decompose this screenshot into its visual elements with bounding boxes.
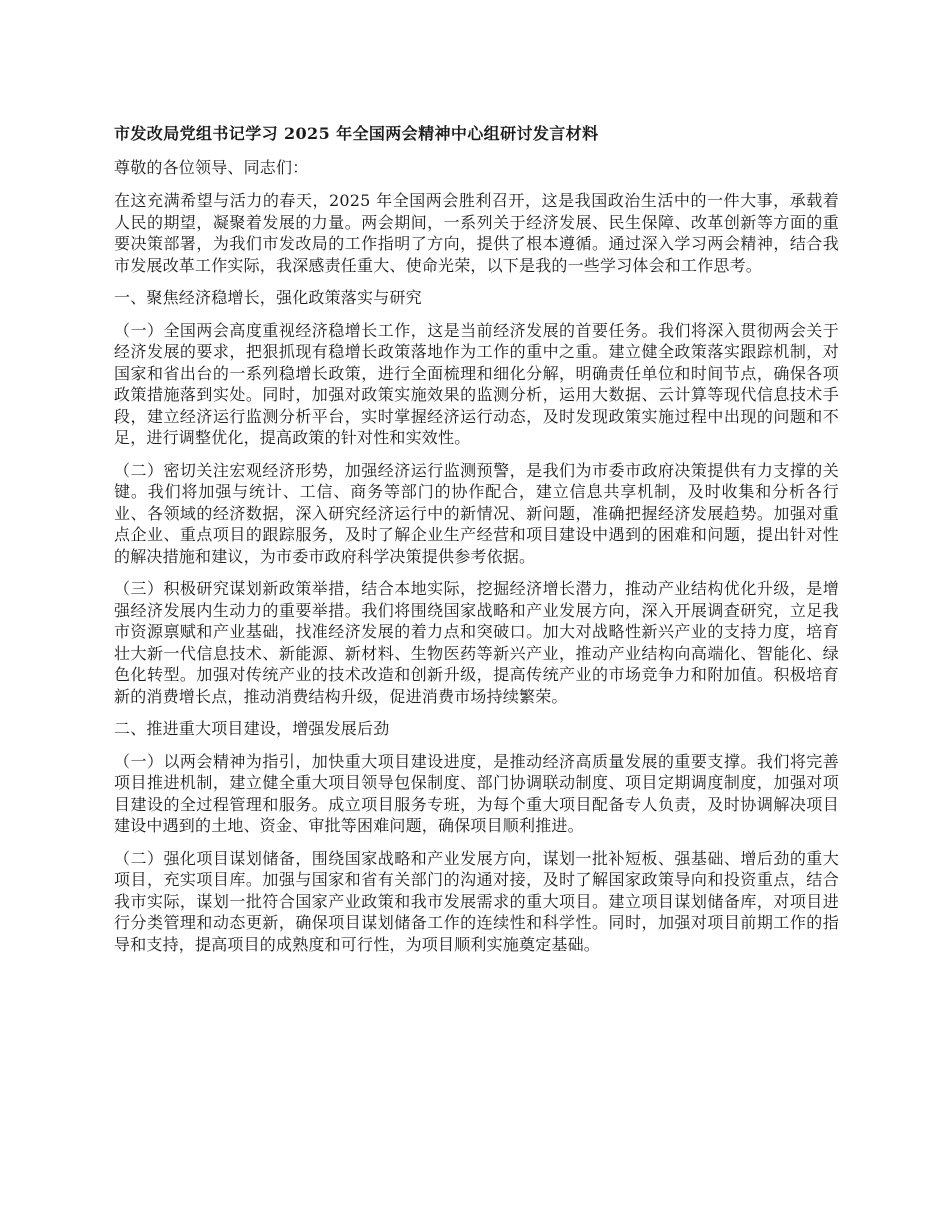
salutation: 尊敬的各位领导、同志们： <box>114 157 309 177</box>
section-2-heading: 二、推进重大项目建设，增强发展后劲 <box>114 719 390 738</box>
document-title: 市发改局党组书记学习 2025 年全国两会精神中心组研讨发言材料 <box>114 124 599 143</box>
section-2-paragraph-1: （一）以两会精神为指引，加快重大项目建设进度，是推动经济高质量发展的重要支撑。我们将完善项目推进机制，建立健全重大项目领导包保制度、部门协调联动制度、项目定期调度制度，加强对项目建设的全过程管理和服务。成立项目服务专班，为每个重大项目配备专人负责，及时协调解决项目建设中遇到的土地、资金、审批等困难问题，确保项目顺利推进。 <box>114 751 839 835</box>
section-1-paragraph-1: （一）全国两会高度重视经济稳增长工作，这是当前经济发展的首要任务。我们将深入贯彻两会关于经济发展的要求，把狠抓现有稳增长政策落地作为工作的重中之重。建立健全政策落实跟踪机制，对国家和省出台的一系列稳增长政策，进行全面梳理和细化分解，明确责任单位和时间节点，确保各项政策措施落到实处。同时，加强对政策实施效果的监测分析，运用大数据、云计算等现代信息技术手段，建立经济运行监测分析平台，实时掌握经济运行动态，及时发现政策实施过程中出现的问题和不足，进行调整优化，提高政策的针对性和实效性。 <box>114 320 839 447</box>
section-1-paragraph-2: （二）密切关注宏观经济形势，加强经济运行监测预警，是我们为市委市政府决策提供有力支撑的关键。我们将加强与统计、工信、商务等部门的协作配合，建立信息共享机制，及时收集和分析各行业、各领域的经济数据，深入研究经济运行中的新情况、新问题，准确把握经济发展趋势。加强对重点企业、重点项目的跟踪服务，及时了解企业生产经营和项目建设中遇到的困难和问题，提出针对性的解决措施和建议，为市委市政府科学决策提供参考依据。 <box>114 460 839 566</box>
section-2-paragraph-2: （二）强化项目谋划储备，围绕国家战略和产业发展方向，谋划一批补短板、强基础、增后劲的重大项目，充实项目库。加强与国家和省有关部门的沟通对接，及时了解国家政策导向和投资重点，结合我市实际，谋划一批符合国家产业政策和我市发展需求的重大项目。建立项目谋划储备库，对项目进行分类管理和动态更新，确保项目谋划储备工作的连续性和科学性。同时，加强对项目前期工作的指导和支持，提高项目的成熟度和可行性，为项目顺利实施奠定基础。 <box>114 848 839 954</box>
section-1-paragraph-3: （三）积极研究谋划新政策举措，结合本地实际，挖掘经济增长潜力，推动产业结构优化升级，是增强经济发展内生动力的重要举措。我们将围绕国家战略和产业发展方向，深入开展调查研究，立足我市资源禀赋和产业基础，找准经济发展的着力点和突破口。加大对战略性新兴产业的支持力度，培育壮大新一代信息技术、新能源、新材料、生物医药等新兴产业，推动产业结构向高端化、智能化、绿色化转型。加强对传统产业的技术改造和创新升级，提高传统产业的市场竞争力和附加值。积极培育新的消费增长点，推动消费结构升级，促进消费市场持续繁荣。 <box>114 579 839 706</box>
section-1-heading: 一、聚焦经济稳增长，强化政策落实与研究 <box>114 288 422 307</box>
intro-paragraph: 在这充满希望与活力的春天，2025 年全国两会胜利召开，这是我国政治生活中的一件大事，承载着人民的期望，凝聚着发展的力量。两会期间，一系列关于经济发展、民生保障、改革创新等方面的重要决策部署，为我们市发改局的工作指明了方向，提供了根本遵循。通过深入学习两会精神，结合我市发展改革工作实际，我深感责任重大、使命光荣，以下是我的一些学习体会和工作思考。 <box>114 191 839 275</box>
document-page <box>114 123 839 966</box>
